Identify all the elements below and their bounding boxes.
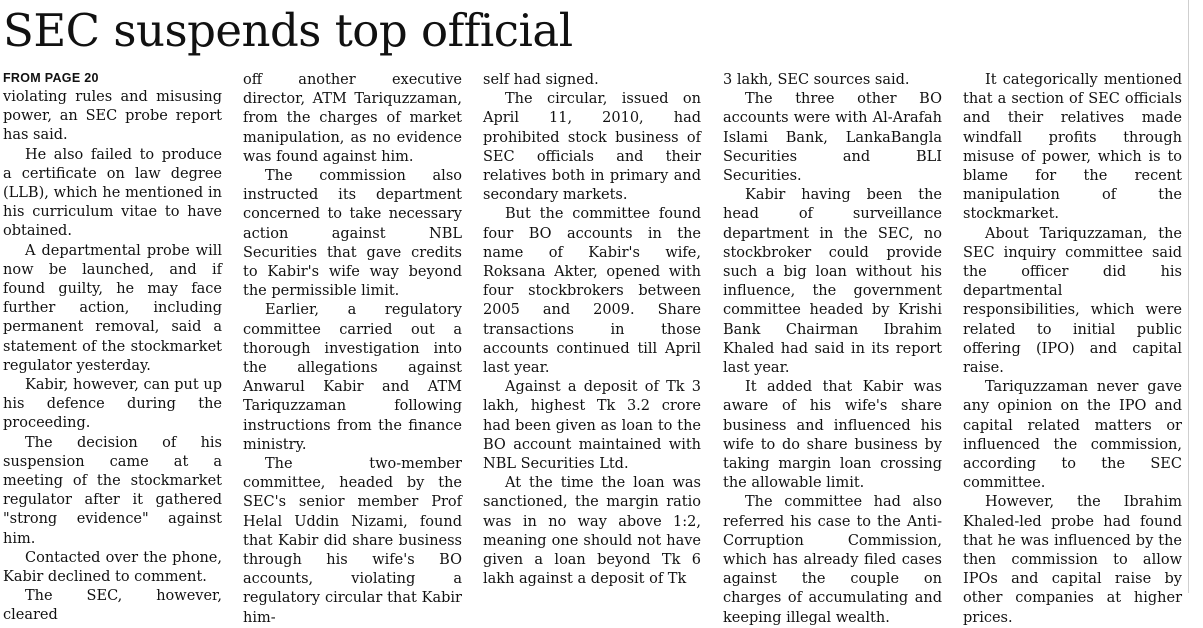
paragraph: self had signed. (483, 72, 599, 88)
paragraph: Contacted over the phone, Kabir declined to comment. (3, 549, 222, 586)
paragraph: The circular, issued on April 11, 2010, had prohibited stock business of SEC officials and their relatives both in primary and secondary markets. (483, 91, 701, 204)
paragraph: It added that Kabir was aware of his wife's share business and influenced his wife to do share business by taking margin loan crossing the allowable limit. (723, 379, 942, 492)
paragraph: About Tariquzzaman, the SEC inquiry committee said the officer did his departmental responsibilities, which were related to initial public offering (IPO) and capital raise. (963, 225, 1182, 377)
paragraph: But the committee found four BO accounts in the name of Kabir's wife, Roksana Akter, opened with four stockbrokers between 2005 and 2009. Share transactions in those accounts continued till April last year. (483, 206, 701, 377)
paragraph: off another executive director, ATM Tariquzzaman, from the charges of market manipulation, as no evidence was found against him. (243, 72, 462, 165)
paragraph: Kabir, however, can put up his defence during the proceeding. (3, 377, 222, 432)
paragraph: Tariquzzaman never gave any opinion on the IPO and capital related matters or influenced the commission, according to the SEC committee. (963, 379, 1182, 492)
article-column-2 (243, 71, 462, 626)
paragraph: The commission also instructed its department concerned to take necessary action against NBL Securities that gave credits to Kabir's wife way beyond the permissible limit. (243, 168, 462, 300)
paragraph: A departmental probe will now be launched, and if found guilty, he may face further action, including permanent removal, said a statement of the stockmarket regulator yesterday. (3, 242, 222, 374)
article-column-1 (3, 71, 222, 624)
paragraph: The decision of his suspension came at a meeting of the stockmarket regulator after it gathered "strong evidence" against him. (3, 434, 222, 547)
paragraph: However, the Ibrahim Khaled-led probe had found that he was influenced by the then commission to allow IPOs and capital raise by other companies at higher prices. (963, 494, 1182, 626)
paragraph: He also failed to produce a certificate on law degree (LLB), which he mentioned in his curriculum vitae to have obtained. (3, 146, 222, 240)
page-edge-rule (1188, 0, 1189, 593)
article-column-5 (963, 71, 1182, 626)
paragraph: violating rules and misusing power, an SEC probe report has said. (3, 89, 222, 144)
jump-label: FROM PAGE 20 (3, 71, 99, 85)
paragraph: At the time the loan was sanctioned, the margin ratio was in no way above 1:2, meaning one should not have given a loan beyond Tk 6 lakh against a deposit of Tk (483, 475, 701, 588)
paragraph: It categorically mentioned that a section of SEC officials and their relatives made windfall profits through misuse of power, which is to blame for the recent manipulation of the stockmarket. (963, 72, 1182, 223)
paragraph: The two-member committee, headed by the SEC's senior member Prof Helal Uddin Nizami, found that Kabir did share business through his wife's BO accounts, violating a regulatory circular that Kabir him- (243, 456, 462, 626)
paragraph: Against a deposit of Tk 3 lakh, highest Tk 3.2 crore had been given as loan to the BO account maintained with NBL Securities Ltd. (483, 379, 701, 473)
paragraph: Kabir having been the head of surveillance department in the SEC, no stockbroker could provide such a big loan without his influence, the government committee headed by Krishi Bank Chairman Ibrahim Khaled had said in its report last year. (723, 187, 942, 377)
paragraph: The committee had also referred his case to the Anti-Corruption Commission, which has already filed cases against the couple on charges of accumulating and keeping illegal wealth. (723, 494, 942, 626)
paragraph: Earlier, a regulatory committee carried out a thorough investigation into the allegations against Anwarul Kabir and ATM Tariquzzaman following instructions from the finance ministry. (243, 302, 462, 453)
article-column-4 (723, 71, 942, 626)
article-column-3 (483, 71, 701, 591)
paragraph: 3 lakh, SEC sources said. (723, 72, 910, 88)
paragraph: The three other BO accounts were with Al-Arafah Islami Bank, LankaBangla Securities and BLI Securities. (723, 91, 942, 185)
paragraph: The SEC, however, cleared (3, 588, 222, 624)
headline: SEC suspends top official (3, 4, 573, 57)
